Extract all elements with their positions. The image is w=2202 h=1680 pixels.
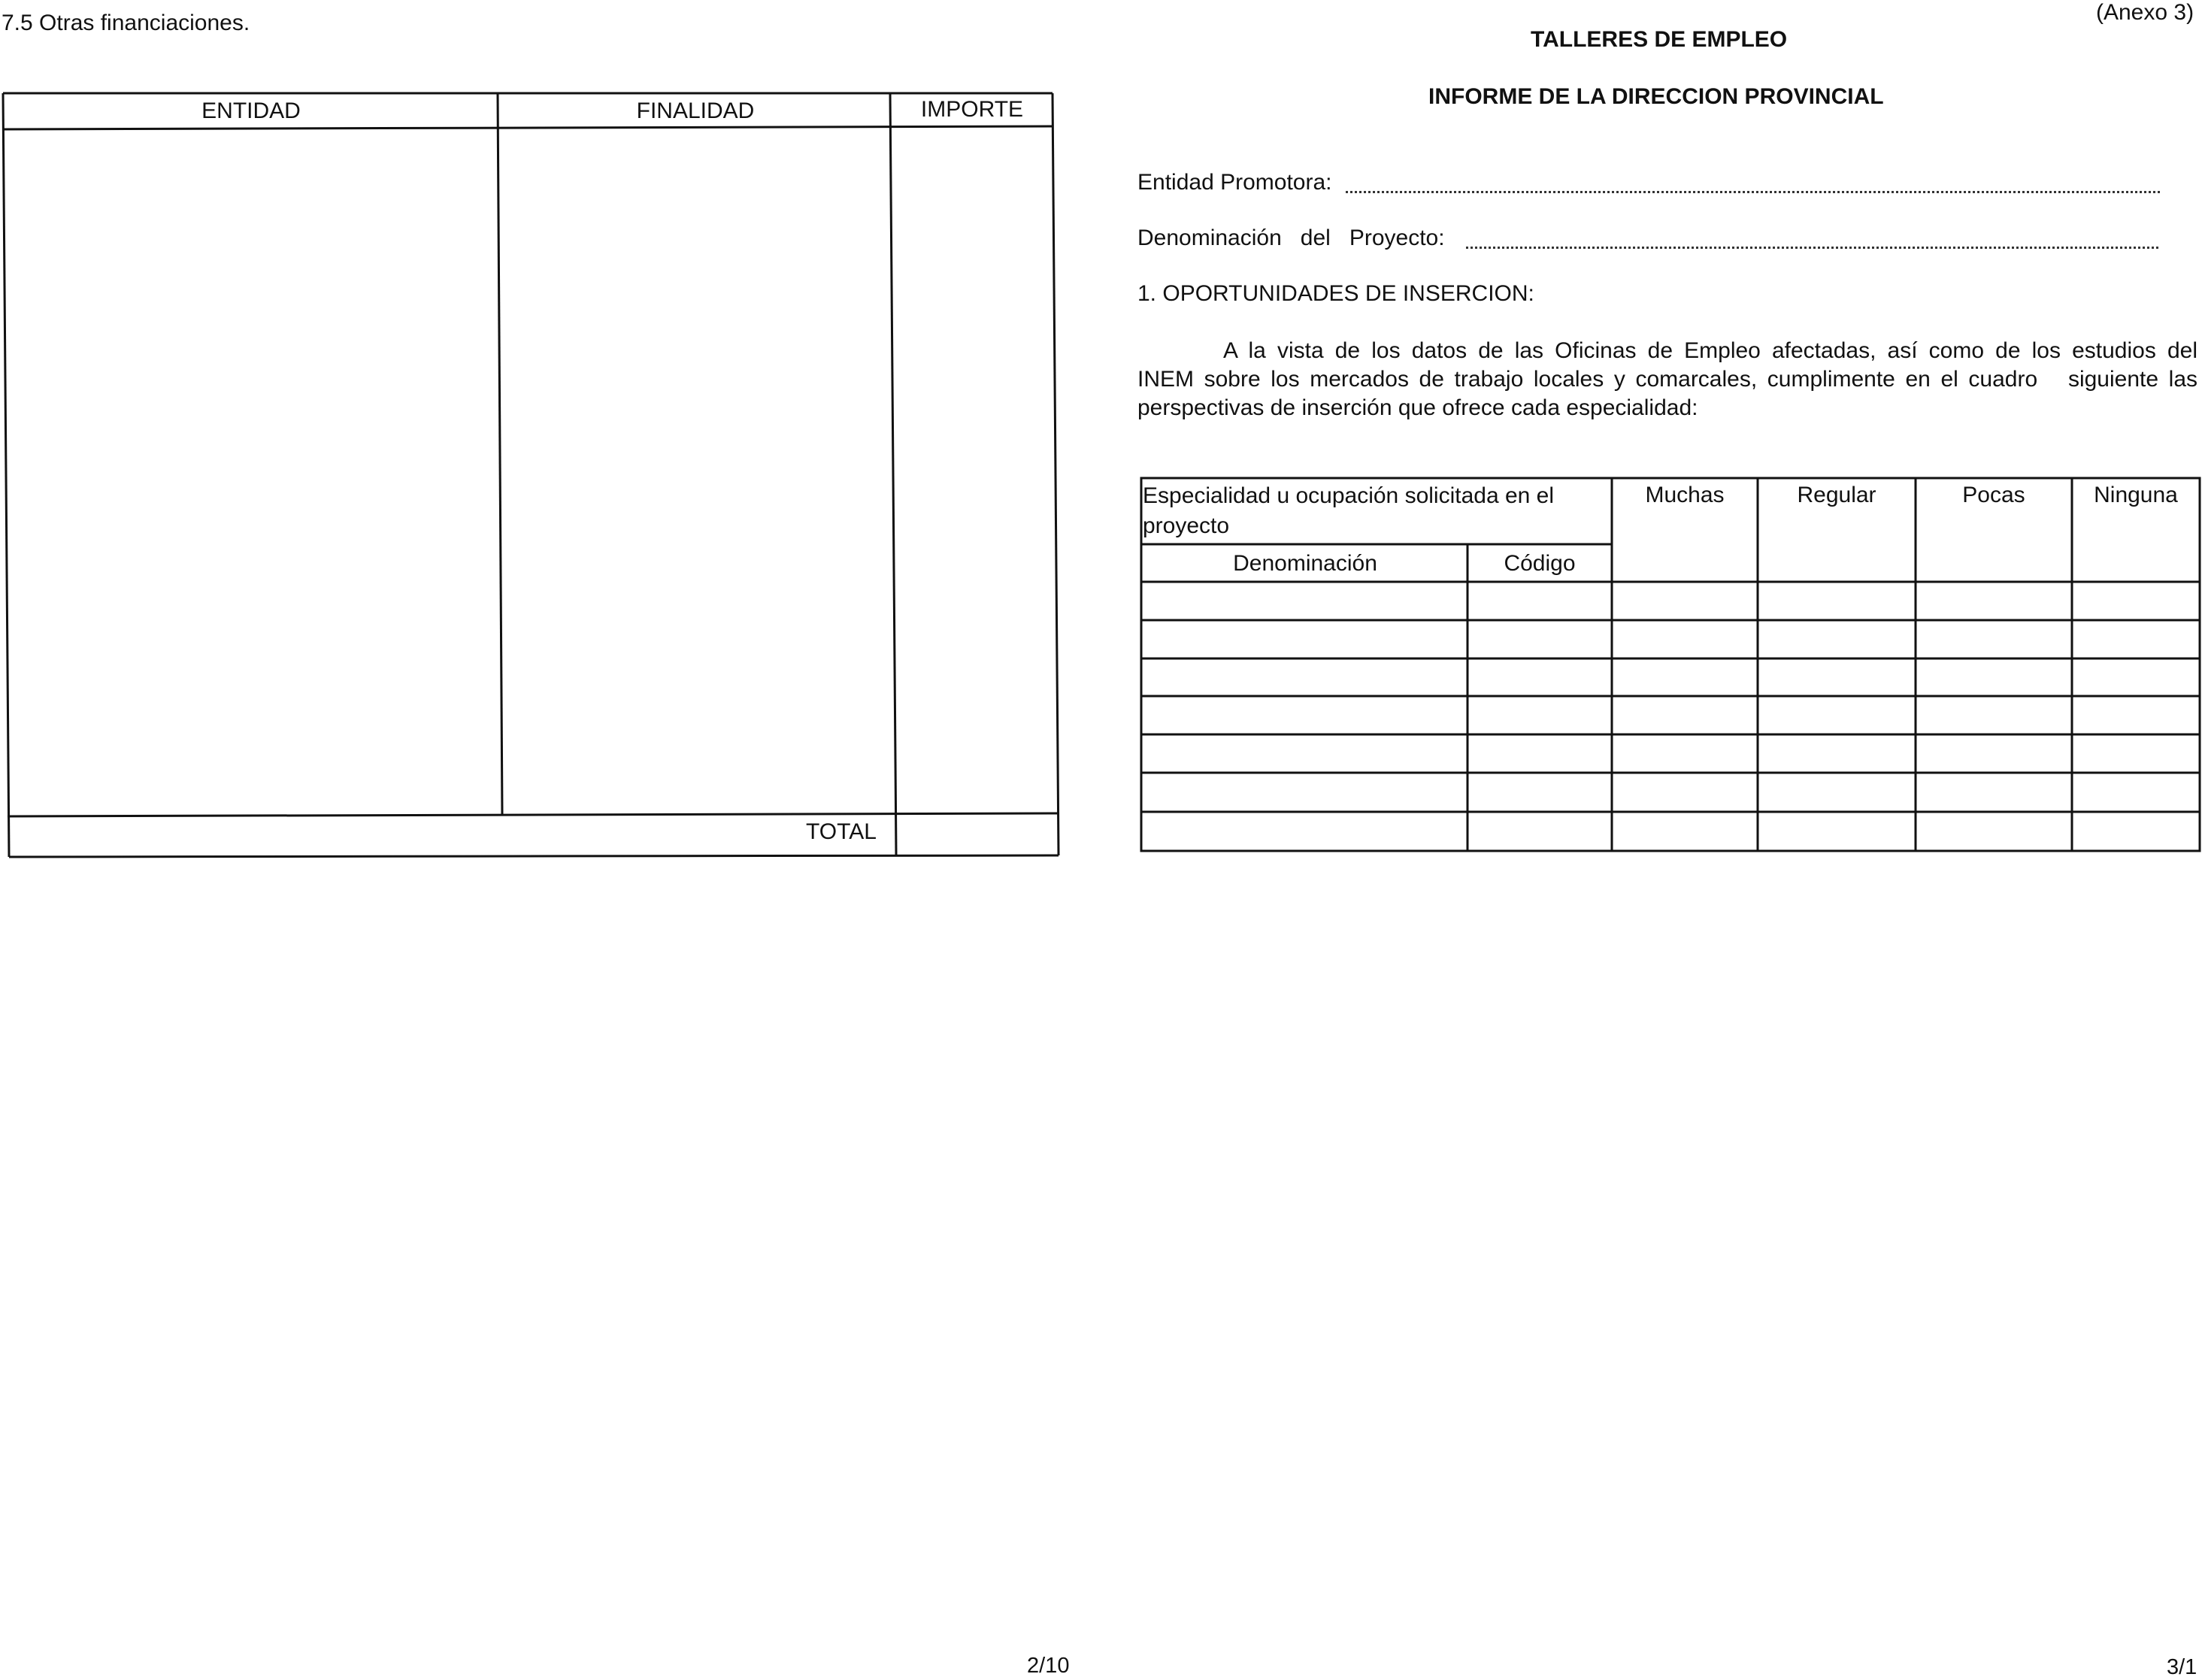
group-header-especialidad: Especialidad u ocupación solicitada en el proyecto (1143, 483, 1555, 538)
otras-financiaciones-table-lines (0, 0, 1068, 864)
denominacion-proyecto-dotted-line (1466, 247, 2158, 249)
rating-header-ninguna: Ninguna (2094, 483, 2178, 507)
rating-header-pocas: Pocas (1962, 483, 2025, 507)
rating-header-muchas: Muchas (1645, 483, 1725, 507)
entidad-promotora-label: Entidad Promotora: (1137, 170, 1332, 195)
paragraph-line-3: perspectivas de inserción que ofrece cada especialidad: (1137, 395, 1698, 420)
paragraph-line-1: A la vista de los datos de las Oficinas de Empleo afectadas, así como de los estudios del (1223, 338, 2197, 363)
document-title: TALLERES DE EMPLEO (1531, 27, 1788, 52)
subheader-denominacion: Denominación (1233, 551, 1377, 576)
total-label: TOTAL (806, 819, 877, 844)
subheader-codigo: Código (1504, 551, 1576, 576)
denominacion-proyecto-label: Denominación del Proyecto: (1137, 226, 1445, 250)
page-number-right: 3/1 (2167, 1655, 2197, 1679)
rating-header-regular: Regular (1797, 483, 1876, 507)
document-subtitle: INFORME DE LA DIRECCION PROVINCIAL (1428, 84, 1884, 109)
header-importe: IMPORTE (920, 97, 1024, 122)
annex-label: (Anexo 3) (2096, 0, 2194, 25)
entidad-promotora-dotted-line (1346, 191, 2160, 193)
header-entidad: ENTIDAD (201, 98, 301, 123)
section-title: 7.5 Otras financiaciones. (2, 11, 250, 35)
paragraph-line-2: INEM sobre los mercados de trabajo locales y comarcales, cumplimente en el cuadro siguiente las (1137, 367, 2197, 392)
section-heading: 1. OPORTUNIDADES DE INSERCION: (1137, 281, 1534, 306)
instructions-paragraph (1137, 337, 2197, 422)
page-number-left: 2/10 (1027, 1654, 1070, 1678)
header-finalidad: FINALIDAD (636, 98, 755, 123)
